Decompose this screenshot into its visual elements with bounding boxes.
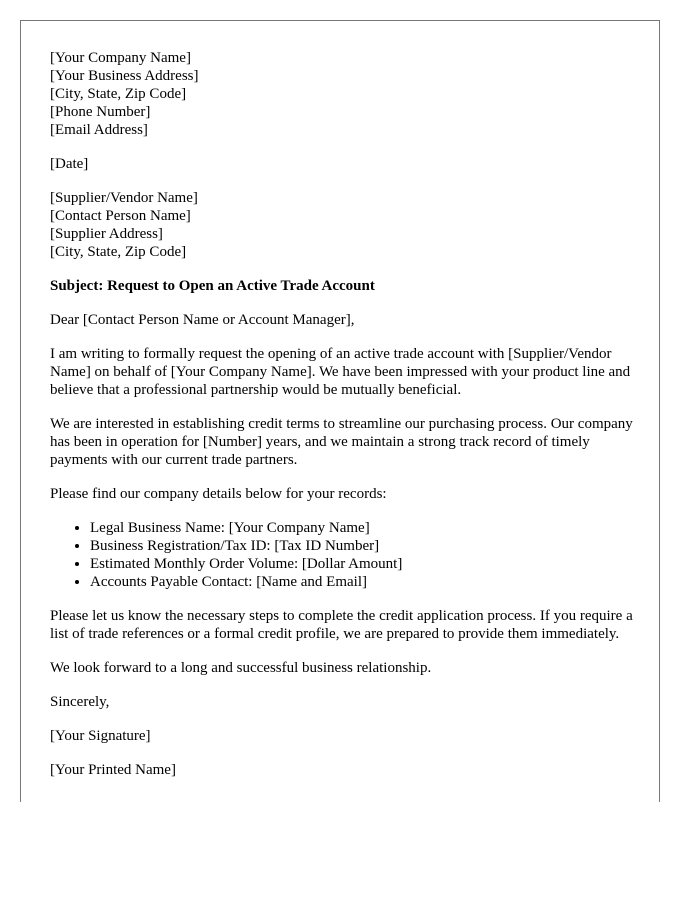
recipient-city: [City, State, Zip Code] [50, 244, 187, 260]
signature: [Your Signature] [50, 728, 151, 744]
signoff: Sincerely, [50, 694, 110, 710]
letter-page [20, 20, 660, 802]
salutation: Dear [Contact Person Name or Account Manager], [50, 312, 355, 328]
subject-line: Subject: Request to Open an Active Trade Account [50, 278, 375, 294]
recipient-name: [Supplier/Vendor Name] [50, 190, 198, 206]
list-item: • Business Registration/Tax ID: [Tax ID Number] [90, 537, 640, 555]
sender-company: [Your Company Name] [50, 50, 191, 66]
recipient-address: [Supplier Address] [50, 226, 163, 242]
sender-block [50, 49, 640, 139]
closing-paragraph-2: We look forward to a long and successful business relationship. [50, 660, 432, 676]
company-details-list [50, 519, 640, 591]
body-paragraph-3: Please find our company details below for your records: [50, 486, 387, 502]
date-block [50, 155, 640, 173]
letter-date: [Date] [50, 156, 89, 172]
sender-email: [Email Address] [50, 122, 148, 138]
recipient-contact: [Contact Person Name] [50, 208, 191, 224]
list-item: • Legal Business Name: [Your Company Name] [90, 519, 640, 537]
body-paragraph-1: I am writing to formally request the opening of an active trade account with [Supplier/Vendor Name] on behalf of [Your Company Name]. We have been impressed with your product line and believe that a professional partnership would be mutually beneficial. [50, 346, 631, 398]
recipient-block [50, 189, 640, 261]
printed-name: [Your Printed Name] [50, 762, 176, 778]
sender-address: [Your Business Address] [50, 68, 199, 84]
sender-phone: [Phone Number] [50, 104, 151, 120]
closing-paragraph-1: Please let us know the necessary steps to complete the credit application process. If you require a list of trade references or a formal credit profile, we are prepared to provide them immediately. [50, 608, 633, 642]
list-item: • Accounts Payable Contact: [Name and Email] [90, 573, 640, 591]
sender-city: [City, State, Zip Code] [50, 86, 187, 102]
list-item: • Estimated Monthly Order Volume: [Dollar Amount] [90, 555, 640, 573]
body-paragraph-2: We are interested in establishing credit terms to streamline our purchasing process. Our company has been in operation for [Number] years, and we maintain a strong track record of timely payments with our current trade partners. [50, 416, 633, 468]
letter-content [50, 49, 640, 795]
